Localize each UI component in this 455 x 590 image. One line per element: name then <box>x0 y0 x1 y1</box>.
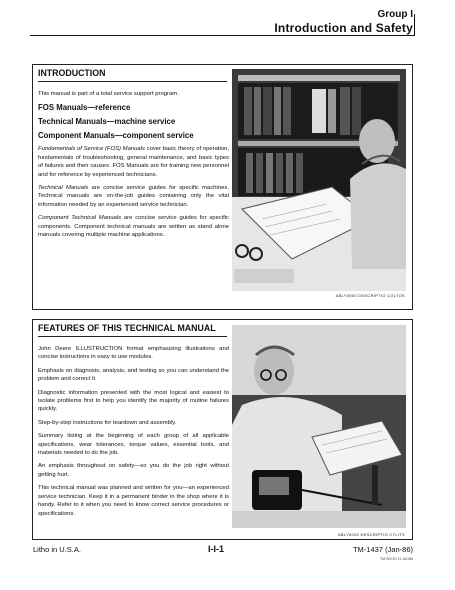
component-heading: Component Manuals—component service <box>38 131 194 141</box>
feature-item: Summary listing at the beginning of each group of all applicable specifications, wear tolerances, torque values, essential tools, and materials needed to do the job. <box>38 433 229 457</box>
page-number: I-I-1 <box>208 544 225 554</box>
features-text <box>38 323 229 523</box>
comp-paragraph <box>38 214 229 239</box>
fos-heading: FOS Manuals—reference <box>38 103 131 113</box>
introduction-heading: INTRODUCTION <box>38 68 227 82</box>
fos-paragraph <box>38 145 229 179</box>
photo-caption: ABLY0000 DESCRIPTIO CTLITS <box>337 532 405 537</box>
comp-rest: are concise service guides for specific components. Component technical manuals are written as stand alone manuals covering multiple machine applications. <box>38 215 229 239</box>
fos-rest: cover basic theory of operation, fundamentals of troubleshooting, general maintenance, and basic types of failures and their causes. FOS Manuals are for training new personnel and for reference by experienced technicians. <box>38 146 230 178</box>
feature-item: Diagnostic information presented with the most logical and easiest to isolate problems first to help you identify the majority of routine failures quickly. <box>38 389 229 413</box>
features-heading: FEATURES OF THIS TECHNICAL MANUAL <box>38 323 227 337</box>
tech-rest: are concise service guides for specific machines. Technical manuals are on-the-job guides containing only the vital information needed by an experienced service technician. <box>38 185 229 208</box>
group-label: Group I <box>377 9 413 20</box>
tech-heading: Technical Manuals—machine service <box>38 117 176 127</box>
introduction-section <box>32 64 413 310</box>
footer-print-note: Litho in U.S.A. <box>33 545 81 554</box>
intro-paragraph: This manual is part of a total service support program. <box>38 91 179 97</box>
feature-item: An emphasis throughout on safety—so you do the job right without getting hurt. <box>38 463 229 478</box>
fos-lead: Fundamentals of Service (FOS) Manuals <box>38 146 145 153</box>
page-title: Introduction and Safety <box>274 21 413 35</box>
feature-item: This technical manual was planned and written for you—an experienced service technician. Keep it in a permanent binder in the shop where it is handy. Refer to it when you need to know correct service procedures or specifications. <box>38 485 229 517</box>
tech-lead: Technical Manuals <box>38 185 89 192</box>
technician-reading-manual-photo <box>232 69 406 291</box>
photo-caption: ABLY0000 DESCRIPTIO COLTOS <box>335 293 405 298</box>
features-section <box>32 319 413 540</box>
introduction-text <box>38 68 229 244</box>
footer-code: TM-SOOO 11 JAO86 <box>380 557 413 561</box>
manual-number: TM-1437 (Jan-86) <box>352 545 413 554</box>
header-rule <box>30 35 415 36</box>
feature-item: John Deere ILLUSTRUCTION format emphasizing illustrations and concise instructions in easy to use modules. <box>38 346 229 361</box>
tech-paragraph <box>38 184 229 209</box>
feature-item: Emphasis on diagnosis, analysis, and testing so you can understand the problem and correct it. <box>38 367 229 383</box>
comp-lead: Component Technical Manuals <box>38 215 122 222</box>
vertical-rule <box>414 14 415 35</box>
feature-item: Step-by-step instructions for teardown and assembly. <box>38 419 177 426</box>
technician-testing-photo <box>232 325 406 528</box>
